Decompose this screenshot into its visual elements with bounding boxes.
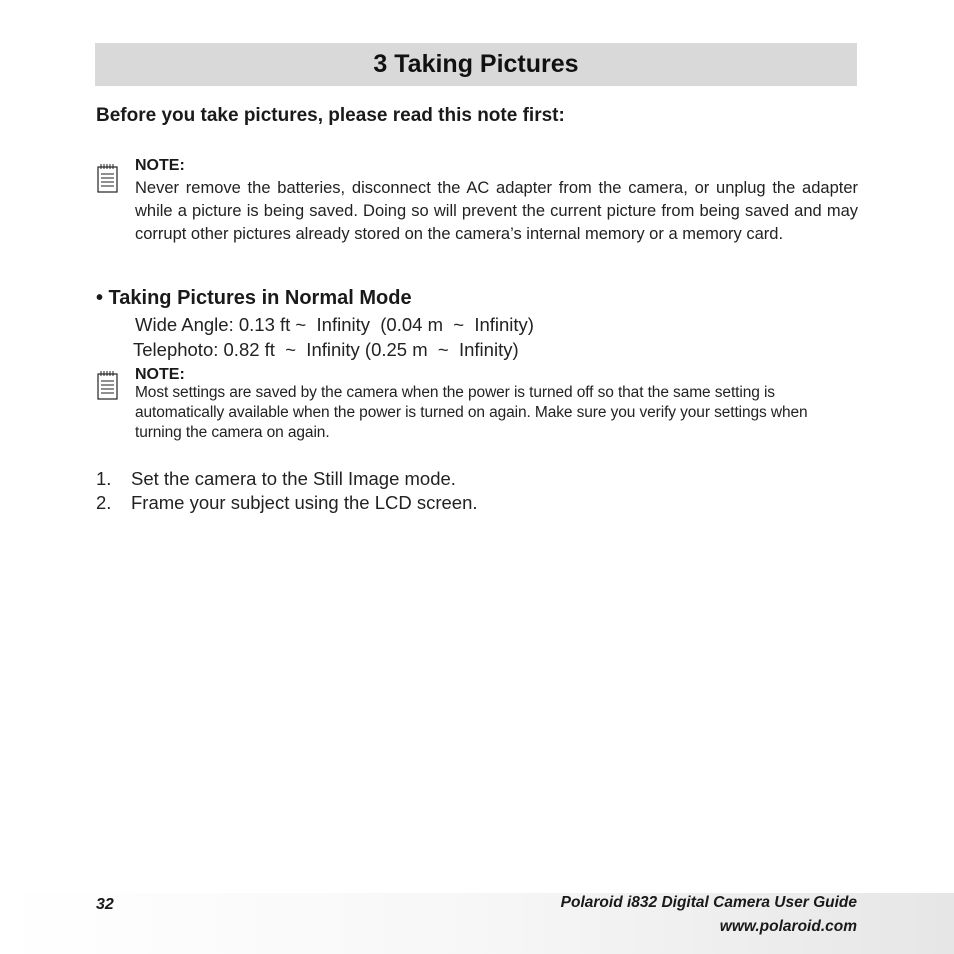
- chapter-title: 3 Taking Pictures: [373, 50, 579, 78]
- note-text: Never remove the batteries, disconnect the AC adapter from the camera, or unplug the adapter while a picture is being saved. Doing so will prevent the current picture from being saved and may corrupt other pictures already stored on the camera’s internal memory or a memory card.: [135, 179, 858, 243]
- note-icon: [97, 370, 119, 400]
- steps-list: [96, 467, 478, 515]
- footer-credits: [561, 891, 857, 939]
- website-link[interactable]: www.polaroid.com: [719, 918, 857, 935]
- section-heading: • Taking Pictures in Normal Mode: [96, 287, 412, 309]
- chapter-title-bar: [95, 43, 857, 86]
- note-label: NOTE:: [135, 366, 185, 383]
- note-text: Most settings are saved by the camera when the power is turned off so that the same setting is automatically available when the power is turned on again. Make sure you verify your settings when turning the camera on again.: [135, 384, 808, 441]
- list-item: [96, 467, 478, 491]
- page-number: 32: [96, 896, 114, 913]
- step-text: Set the camera to the Still Image mode.: [131, 468, 456, 489]
- note-icon: [97, 163, 119, 193]
- step-text: Frame your subject using the LCD screen.: [131, 492, 478, 513]
- list-item: [96, 491, 478, 515]
- wide-angle-range: Wide Angle: 0.13 ft ~ Infinity (0.04 m ~ Infinity): [135, 314, 534, 335]
- step-number: 1.: [96, 468, 112, 489]
- note-label: NOTE:: [135, 157, 185, 174]
- intro-text: Before you take pictures, please read this note first:: [96, 105, 565, 126]
- telephoto-range: Telephoto: 0.82 ft ~ Infinity (0.25 m ~ Infinity): [133, 339, 519, 360]
- guide-title: Polaroid i832 Digital Camera User Guide: [560, 894, 857, 911]
- step-number: 2.: [96, 492, 112, 513]
